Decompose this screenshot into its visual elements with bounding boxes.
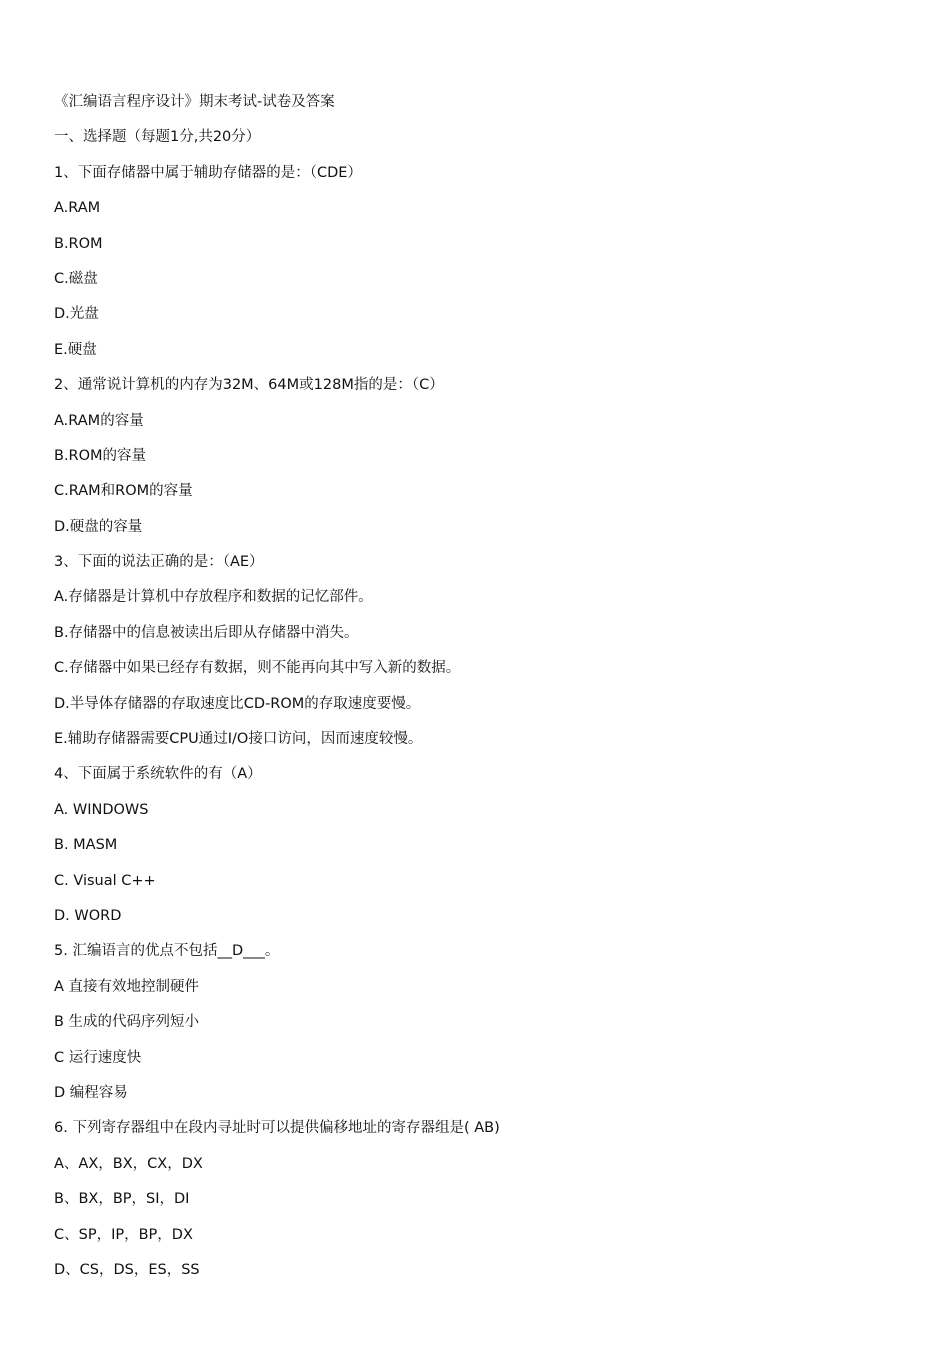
question-3: 3、下面的说法正确的是：（AE） <box>54 554 264 571</box>
option-line: D. WORD <box>54 907 122 924</box>
option-line: A.存储器是计算机中存放程序和数据的记忆部件。 <box>54 589 373 606</box>
option-line: D、CS，DS，ES，SS <box>54 1261 200 1278</box>
question-4: 4、下面属于系统软件的有（A） <box>54 766 262 783</box>
question-2: 2、通常说计算机的内存为32M、64M或128M指的是：（C） <box>54 377 444 394</box>
option-line: A 直接有效地控制硬件 <box>54 978 200 995</box>
option-line: D.硬盘的容量 <box>54 518 143 535</box>
section-heading: 一、选择题（每题1分,共20分） <box>54 129 261 146</box>
option-line: B.存储器中的信息被读出后即从存储器中消失。 <box>54 624 359 641</box>
document-title: 《汇编语言程序设计》期末考试-试卷及答案 <box>54 94 335 110</box>
question-1: 1、下面存储器中属于辅助存储器的是：（CDE） <box>54 164 362 181</box>
document-body <box>54 89 914 1292</box>
option-line: A. WINDOWS <box>54 801 149 818</box>
option-line: E.辅助存储器需要CPU通过I/O接口访问，因而速度较慢。 <box>54 731 423 748</box>
option-line: C.RAM和ROM的容量 <box>54 483 193 500</box>
option-line: C.存储器中如果已经存有数据，则不能再向其中写入新的数据。 <box>54 660 461 677</box>
option-line: D.半导体存储器的存取速度比CD-ROM的存取速度要慢。 <box>54 695 421 712</box>
option-line: E.硬盘 <box>54 341 97 358</box>
option-line: B、BX，BP，SI，DI <box>54 1191 190 1208</box>
question-5: 5. 汇编语言的优点不包括__D___。 <box>54 943 280 960</box>
option-line: A.RAM的容量 <box>54 412 144 429</box>
option-line: B.ROM的容量 <box>54 447 147 464</box>
option-line: D.光盘 <box>54 306 99 323</box>
question-6: 6. 下列寄存器组中在段内寻址时可以提供偏移地址的寄存器组是( AB) <box>54 1120 500 1137</box>
option-line: C. Visual C++ <box>54 872 156 889</box>
option-line: C、SP，IP，BP，DX <box>54 1226 193 1243</box>
option-line: B.ROM <box>54 235 103 252</box>
option-line: B. MASM <box>54 837 118 854</box>
option-line: C 运行速度快 <box>54 1049 142 1066</box>
option-line: B 生成的代码序列短小 <box>54 1014 200 1031</box>
option-line: C.磁盘 <box>54 270 98 287</box>
option-line: A、AX，BX，CX，DX <box>54 1155 203 1172</box>
option-line: D 编程容易 <box>54 1084 128 1101</box>
option-line: A.RAM <box>54 200 101 217</box>
